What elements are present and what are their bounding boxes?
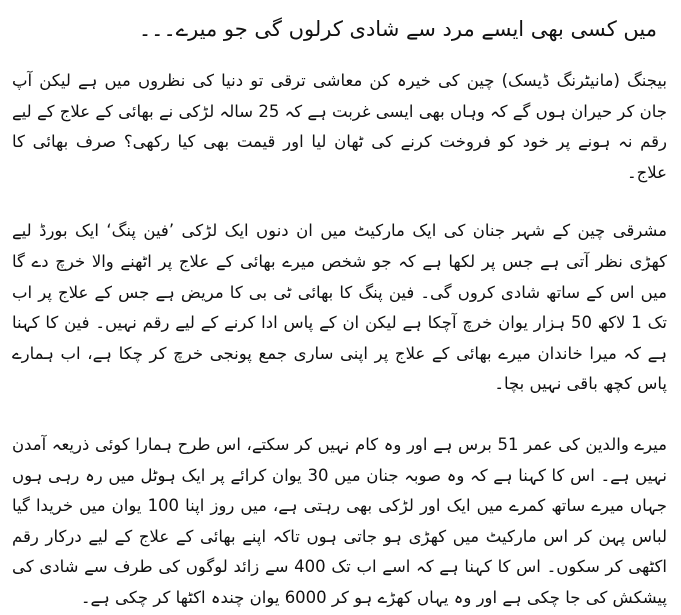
article-paragraph-3: میرے والدین کی عمر 51 برس ہے اور وہ کام نہیں کر سکتے، اس طرح ہمارا کوئی ذریعہ آمدن نہیں ہے۔ اس کا کہنا ہے کہ وہ صوبہ جنان میں 30 یوان کرائے پر ایک ہوٹل میں رہ رہی ہوں جہاں میرے ساتھ کمرے میں ایک اور لڑکی بھی رہتی ہے، میں روز اپنا 100 یوان میں خریدا گیا لباس پہن کر اس مارکیٹ میں کھڑی ہو جاتی ہوں تاکہ اپنے بھائی کے علاج کے لیے درکار رقم اکٹھی کر سکوں۔ اس کا کہنا ہے کہ اسے اب تک 400 سے زائد لوگوں کی طرف سے شادی کی پیشکش کی جا چکی ہے اور وہ یہاں کھڑے ہو کر 6000 یوان چندہ اکٹھا کر چکی ہے۔ <box>12 434 667 607</box>
article-paragraph-2: مشرقی چین کے شہر جنان کی ایک مارکیٹ میں ان دنوں ایک لڑکی ’فین پنگ‘ ایک بورڈ لیے کھڑی نظر آتی ہے جس پر لکھا ہے کہ جو شخص میرے بھائی کے علاج پر اٹھنے والا خرچ دے گا میں اس کے ساتھ شادی کروں گی۔ فین پنگ کا بھائی ٹی بی کا مریض ہے جس کے علاج پر اب تک 1 لاکھ 50 ہزار یوان خرچ آچکا ہے لیکن ان کے پاس ادا کرنے کے لیے رقم نہیں۔ فین کا کہنا ہے کہ میرا خاندان میرے بھائی کے علاج پر اپنی ساری جمع پونجی خرچ کر چکا ہے، اب ہمارے پاس کچھ باقی نہیں بچا۔ <box>12 221 667 394</box>
article-headline: میں کسی بھی ایسے مرد سے شادی کرلوں گی جو میرے۔۔۔ <box>138 17 657 41</box>
article-paragraph-1: بیجنگ (مانیٹرنگ ڈیسک) چین کی خیرہ کن معاشی ترقی تو دنیا کی نظروں میں ہے لیکن آپ جان کر حیران ہوں گے کہ وہاں بھی ایسی غربت ہے کہ 25 سالہ لڑکی نے بھائی کے علاج کے لیے رقم نہ ہونے پر خود کو فروخت کرنے کی ٹھان لیا اور قیمت بھی کیا رکھی؟ صرف بھائی کا علاج۔ <box>12 71 667 182</box>
